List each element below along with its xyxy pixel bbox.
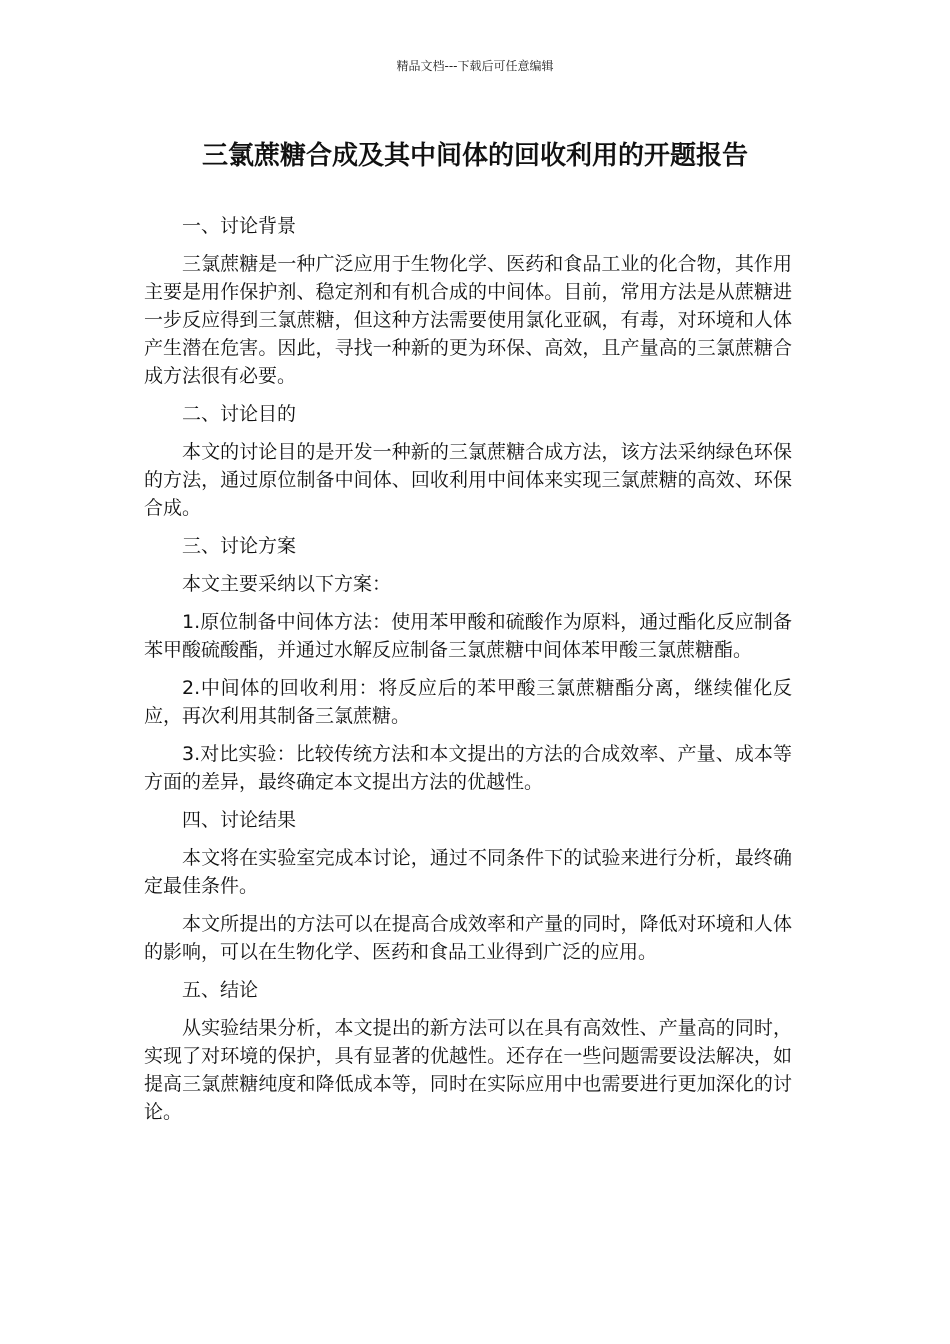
background-paragraph: 三氯蔗糖是一种广泛应用于生物化学、医药和食品工业的化合物，其作用主要是用作保护剂、稳定剂和有机合成的中间体。目前，常用方法是从蔗糖进一步反应得到三氯蔗糖，但这种方法需要使用氯化亚砜，有毒，对环境和人体产生潜在危害。因此，寻找一种新的更为环保、高效，且产量高的三氯蔗糖合成方法很有必要。: [144, 253, 792, 387]
plan-intro-paragraph: 本文主要采纳以下方案：: [182, 573, 392, 595]
section-heading-purpose: 二、讨论目的: [182, 403, 297, 425]
page-header-note: 精品文档---下载后可任意编辑: [396, 59, 554, 73]
conclusion-paragraph: 从实验结果分析，本文提出的新方法可以在具有高效性、产量高的同时，实现了对环境的保护，具有显著的优越性。还存在一些问题需要设法解决，如提高三氯蔗糖纯度和降低成本等，同时在实际应用中也需要进行更加深化的讨论。: [144, 1017, 792, 1123]
section-heading-conclusion: 五、结论: [182, 979, 259, 1001]
section-heading-background: 一、讨论背景: [182, 215, 297, 237]
document-body: [144, 212, 792, 1136]
results-paragraph-1: 本文将在实验室完成本讨论，通过不同条件下的试验来进行分析，最终确定最佳条件。: [144, 847, 792, 897]
document-title: 三氯蔗糖合成及其中间体的回收利用的开题报告: [201, 141, 748, 171]
plan-item-2: 2.中间体的回收利用：将反应后的苯甲酸三氯蔗糖酯分离，继续催化反应，再次利用其制备三氯蔗糖。: [144, 677, 792, 727]
section-heading-plan: 三、讨论方案: [182, 535, 297, 557]
results-paragraph-2: 本文所提出的方法可以在提高合成效率和产量的同时，降低对环境和人体的影响，可以在生物化学、医药和食品工业得到广泛的应用。: [144, 913, 792, 963]
purpose-paragraph: 本文的讨论目的是开发一种新的三氯蔗糖合成方法，该方法采纳绿色环保的方法，通过原位制备中间体、回收利用中间体来实现三氯蔗糖的高效、环保合成。: [144, 441, 792, 519]
plan-item-3: 3.对比实验：比较传统方法和本文提出的方法的合成效率、产量、成本等方面的差异，最终确定本文提出方法的优越性。: [144, 743, 792, 793]
plan-item-1: 1.原位制备中间体方法：使用苯甲酸和硫酸作为原料，通过酯化反应制备苯甲酸硫酸酯，并通过水解反应制备三氯蔗糖中间体苯甲酸三氯蔗糖酯。: [144, 611, 792, 661]
section-heading-results: 四、讨论结果: [182, 809, 297, 831]
